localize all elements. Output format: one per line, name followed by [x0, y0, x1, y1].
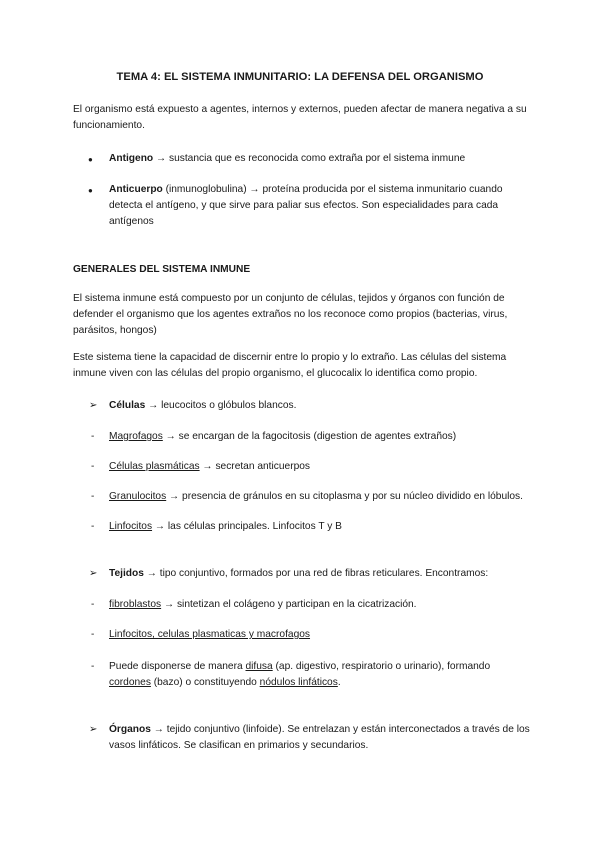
list-item	[109, 459, 310, 475]
item-text: → secretan anticuerpos	[199, 461, 311, 472]
term-granulocitos: Granulocitos	[109, 491, 167, 502]
term-anticuerpo: Anticuerpo	[109, 184, 163, 195]
page-title: TEMA 4: EL SISTEMA INMUNITARIO: LA DEFENSA DEL ORGANISMO	[116, 71, 484, 83]
term-linfocitos-celulas-macrofagos: Linfocitos, celulas plasmaticas y macrofagos	[109, 629, 311, 640]
item-text: .	[337, 677, 341, 688]
para1-line-1: El sistema inmune está compuesto por un conjunto de células, tejidos y órganos con función de	[73, 293, 505, 304]
bullet-anticuerpo-line-3: antígenos	[109, 216, 154, 227]
arrow-bullet-icon: ➢	[89, 400, 98, 411]
item-text: → las células principales. Linfocitos T y B	[152, 521, 342, 532]
list-item	[109, 627, 310, 643]
bullet-anticuerpo	[109, 182, 503, 198]
dash-bullet: -	[91, 521, 95, 532]
section-heading: GENERALES DEL SISTEMA INMUNE	[73, 264, 251, 275]
dash-bullet: -	[91, 661, 95, 672]
item-text: (bazo) o constituyendo	[150, 677, 260, 688]
list-item	[109, 659, 490, 675]
term-difusa: difusa	[245, 661, 273, 672]
item-text: Puede disponerse de manera	[109, 661, 246, 672]
para2-line-2: inmune viven con las células del propio organismo, el glucocalix lo identifica como propio.	[73, 368, 478, 379]
dash-bullet: -	[91, 461, 95, 472]
organos-text: → tejido conjuntivo (linfoide). Se entrelazan y están interconectados a través de los	[150, 724, 530, 735]
bullet-anticuerpo-line-2: detecta el antígeno, y que sirve para paliar sus efectos. Son especialidades para cada	[109, 200, 499, 211]
para2-line-1: Este sistema tiene la capacidad de discernir entre lo propio y lo extraño. Las células del sistema	[73, 352, 507, 363]
list-item-line-2	[109, 675, 341, 691]
arrow-bullet-icon: ➢	[89, 724, 98, 735]
para1-line-3: parásitos, hongos)	[73, 325, 157, 336]
tejidos-text: → tipo conjuntivo, formados por una red de fibras reticulares. Encontramos:	[143, 568, 489, 579]
item-text: (ap. digestivo, respiratorio o urinario), formando	[272, 661, 491, 672]
term-organos: Órganos	[109, 724, 151, 735]
term-tejidos: Tejidos	[109, 568, 144, 579]
dash-bullet: -	[91, 431, 95, 442]
item-text: → presencia de gránulos en su citoplasma y por su núcleo dividido en lóbulos.	[166, 491, 523, 502]
list-item	[109, 597, 417, 613]
tejidos-heading	[109, 566, 488, 582]
bullet-anticuerpo-text: (inmunoglobulina) → proteína producida por el sistema inmunitario cuando	[162, 184, 503, 195]
item-text: → sintetizan el colágeno y participan en la cicatrización.	[161, 599, 417, 610]
term-linfocitos: Linfocitos	[109, 521, 153, 532]
bullet-dot-icon: ●	[88, 186, 93, 195]
list-item	[109, 429, 456, 445]
para1-line-2: defender el organismo que los agentes extraños no los reconoce como propios (bacterias, virus,	[73, 309, 508, 320]
organos-line-2: vasos linfáticos. Se clasifican en primarios y secundarios.	[109, 740, 369, 751]
dash-bullet: -	[91, 599, 95, 610]
celulas-text: → leucocitos o glóbulos blancos.	[145, 400, 297, 411]
bullet-antigeno	[109, 151, 465, 167]
dash-bullet: -	[91, 629, 95, 640]
bullet-antigeno-text: → sustancia que es reconocida como extraña por el sistema inmune	[153, 153, 466, 164]
bullet-dot-icon: ●	[88, 155, 93, 164]
list-item	[109, 519, 342, 535]
organos-heading	[109, 722, 530, 738]
term-cordones: cordones	[109, 677, 151, 688]
intro-line-1: El organismo está expuesto a agentes, internos y externos, pueden afectar de manera negativa a su	[73, 104, 527, 115]
term-celulas: Células	[109, 400, 146, 411]
term-magrofagos: Magrofagos	[109, 431, 163, 442]
term-celulas-plasmaticas: Células plasmáticas	[109, 461, 200, 472]
term-antigeno: Antigeno	[109, 153, 154, 164]
item-text: → se encargan de la fagocitosis (digestion de agentes extraños)	[162, 431, 457, 442]
term-fibroblastos: fibroblastos	[109, 599, 162, 610]
arrow-bullet-icon: ➢	[89, 568, 98, 579]
term-nodulos-linfaticos: nódulos linfáticos	[259, 677, 338, 688]
list-item	[109, 489, 523, 505]
dash-bullet: -	[91, 491, 95, 502]
celulas-heading	[109, 398, 296, 414]
intro-line-2: funcionamiento.	[73, 120, 145, 131]
